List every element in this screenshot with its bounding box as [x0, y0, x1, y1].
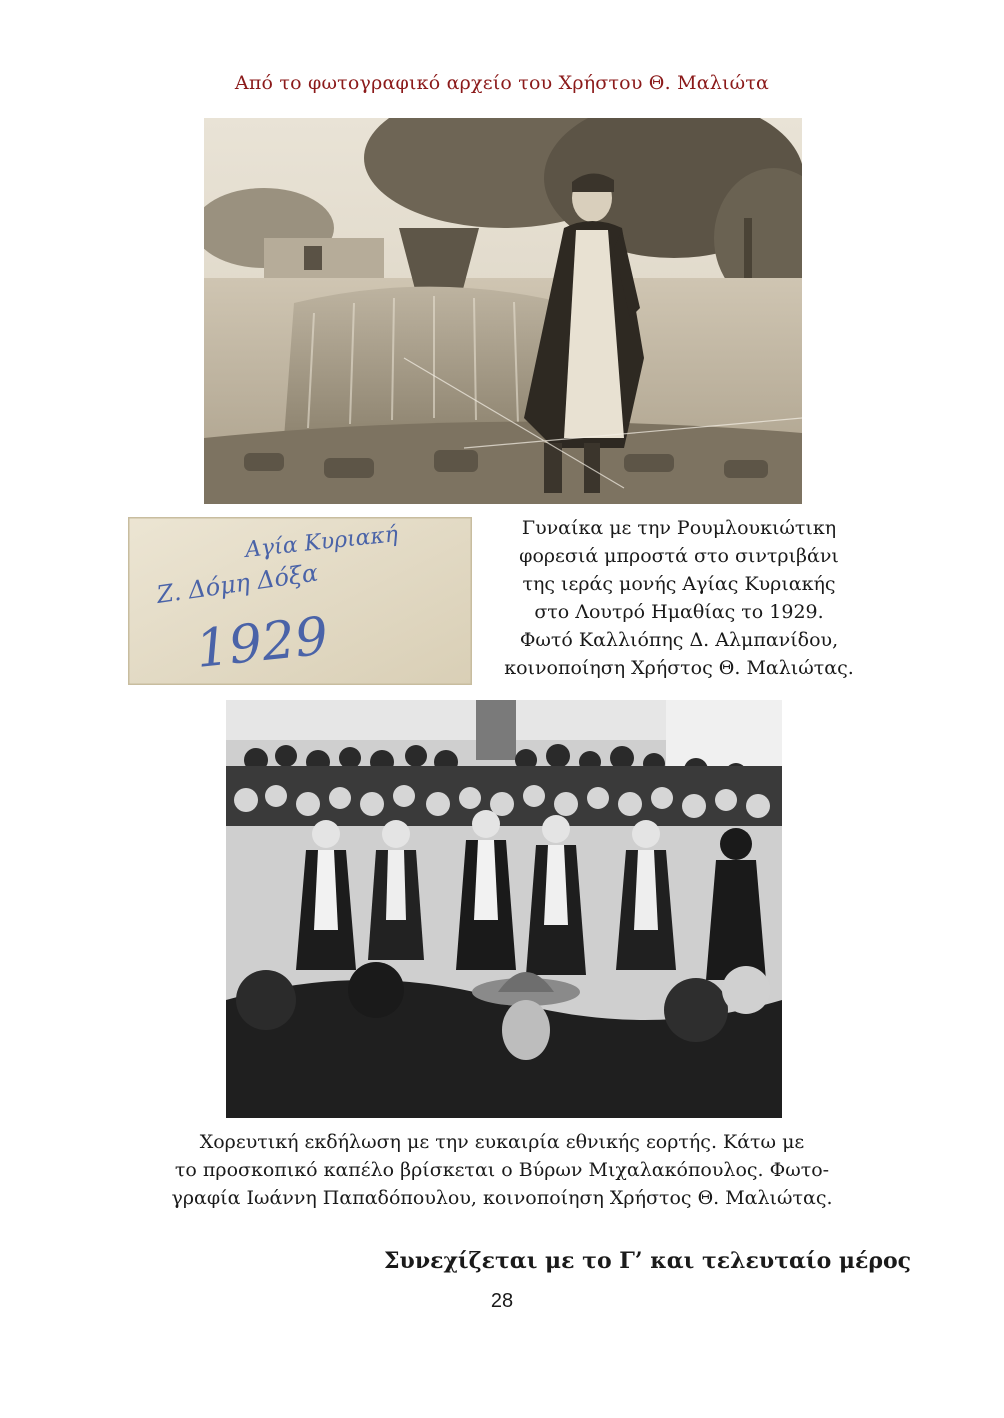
dance-caption: [110, 1128, 894, 1212]
dance-photo: [226, 700, 782, 1118]
inscription-photo: [128, 517, 472, 685]
inscription-year: 1929: [193, 606, 331, 680]
page-header: Από το φωτογραφικό αρχείο του Χρήστου Θ. Μαλιώτα: [234, 72, 770, 94]
inscription-line-1: Αγία Κυριακή: [244, 522, 400, 563]
caption-line: Χορευτική εκδήλωση με την ευκαιρία εθνικής εορτής. Κάτω με: [199, 1131, 805, 1153]
page-number: 28: [490, 1290, 514, 1312]
caption-line: κοινοποίηση Χρήστος Θ. Μαλιώτας.: [504, 657, 854, 679]
fountain-caption: [484, 514, 874, 682]
continued-note: Συνεχίζεται με το Γ’ και τελευταίο μέρος: [384, 1248, 912, 1274]
caption-line: της ιεράς μονής Αγίας Κυριακής: [522, 573, 836, 595]
caption-line: γραφία Ιωάννη Παπαδόπουλου, κοινοποίηση Χρήστος Θ. Μαλιώτας.: [171, 1187, 833, 1209]
fountain-photo: [204, 118, 802, 504]
caption-line: Φωτό Καλλιόπης Δ. Αλμπανίδου,: [519, 629, 839, 651]
caption-line: στο Λουτρό Ημαθίας το 1929.: [534, 601, 824, 623]
inscription-line-2: Ζ. Δόμη Δόξα: [154, 558, 320, 609]
caption-line: Γυναίκα με την Ρουμλουκιώτικη: [521, 517, 837, 539]
caption-line: το προσκοπικό καπέλο βρίσκεται ο Βύρων Μιχαλακόπουλος. Φωτο-: [174, 1159, 830, 1181]
caption-line: φορεσιά μπροστά στο σιντριβάνι: [519, 545, 839, 567]
